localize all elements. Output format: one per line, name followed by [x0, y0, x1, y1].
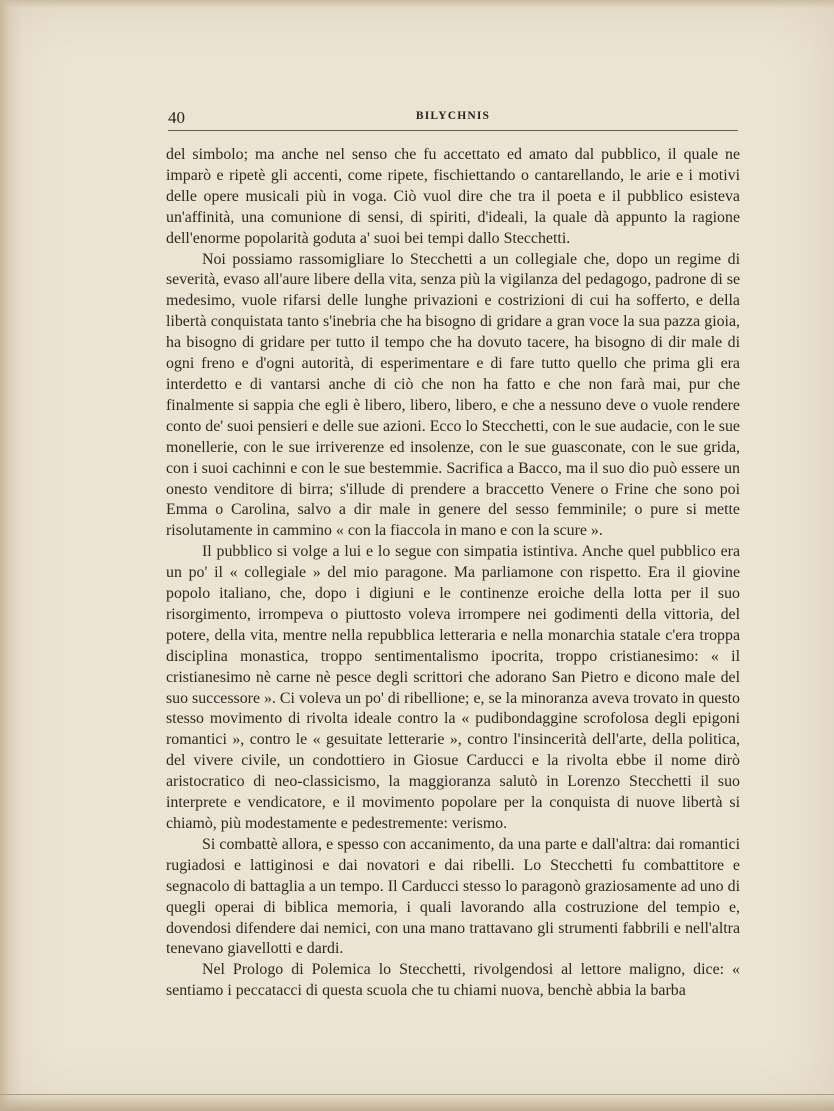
page-header	[168, 108, 738, 131]
paragraph-continued: del simbolo; ma anche nel senso che fu accettato ed amato dal pubblico, il quale ne imparò e ripetè gli accenti, come ripete, fischiettando o cantarellando, le arie e i motivi delle opere musicali più in voga. Ciò vuol dire che tra il poeta e il pubblico esisteva un'affinità, una comunione di sensi, di spiriti, d'ideali, la quale dà appunto la ragione dell'enorme popolarità goduta a' suoi bei tempi dallo Stecchetti.	[166, 146, 740, 247]
paragraph: Nel Prologo di Polemica lo Stecchetti, rivolgendosi al lettore maligno, dice: « sentiamo i peccatacci di questa scuola che tu chiami nuova, benchè abbia la barba	[166, 961, 740, 1000]
paragraph: Il pubblico si volge a lui e lo segue con simpatia istintiva. Anche quel pubblico era un po' il « collegiale » del mio paragone. Ma parliamone con rispetto. Era il giovine popolo italiano, che, dopo i digiuni e le continenze eroiche della lotta per il suo risorgimento, irrompeva o piuttosto voleva irrompere nei godimenti della vittoria, del potere, della vita, mentre nella repubblica letteraria e nella monarchia statale c'era troppa disciplina monastica, troppo sentimentalismo ipocrita, troppo cristianesimo: « il cristianesimo nè carne nè pesce degli scrittori che adorano San Pietro e dicono male del suo successore ». Ci voleva un po' di ribellione; e, se la minoranza aveva trovato in questo stesso movimento di rivolta ideale contro la « pudibondaggine scrofolosa degli epigoni romantici », contro le « gesuitate letterarie », contro l'insincerità dell'arte, della politica, del vivere civile, un condottiero in Giosue Carducci e la rivolta ebbe il nome dirò aristocratico di neo-classicismo, la maggioranza salutò in Lorenzo Stecchetti il suo interprete e vendicatore, e il movimento popolare per la conquista di nuove libertà si chiamò, più modestamente e pedestremente: verismo.	[166, 543, 740, 832]
paragraph: Si combattè allora, e spesso con accanimento, da una parte e dall'altra: dai romantici rugiadosi e lattiginosi e dai novatori e dai ribelli. Lo Stecchetti fu combattitore e segnacolo di battaglia a un tempo. Il Carducci stesso lo paragonò graziosamente ad uno di quegli operai di biblica memoria, i quali lavorando alla costruzione del tempio e, dovendosi difendere dai nemici, con una mano trattavano gli strumenti fabbrili e nell'altra tenevano giavellotti e dardi.	[166, 835, 740, 958]
running-head: BILYCHNIS	[415, 110, 491, 122]
page-binding-edge	[0, 0, 22, 1111]
body-text	[166, 145, 740, 1002]
page-number: 40	[168, 108, 185, 127]
page-bottom-edge	[0, 1094, 834, 1111]
page-top-edge	[0, 0, 834, 8]
paragraph: Noi possiamo rassomigliare lo Stecchetti a un collegiale che, dopo un regime di severità, evaso all'aure libere della vita, senza più la vigilanza del pedagogo, padrone di se medesimo, vuole rifarsi delle lunghe privazioni e costrizioni di cui ha sofferto, e della libertà conquistata tanto s'inebria che ha bisogno di gridare a gran voce la sua pazza gioia, ha bisogno di gridare per tutto il tempo che ha dovuto tacere, ha bisogno di dir male di ogni freno e d'ogni autorità, di esperimentare e di fare tutto quello che prima gli era interdetto e di vantarsi anche di ciò che non ha fatto e che non farà mai, pur che finalmente si sappia che egli è libero, libero, libero, e che a nessuno deve o vuole rendere conto de' suoi pensieri e delle sue azioni. Ecco lo Stecchetti, con le sue audacie, con le sue monellerie, con le sue irriverenze ed insolenze, con le sue guasconate, con le sue grida, con i suoi cachinni e con le sue bestemmie. Sacrifica a Bacco, ma il suo dio può essere un onesto venditore di birra; s'illude di prendere a braccetto Venere o Frine che sono poi Emma o Carolina, salvo a dir male in genere del sesso femminile; o pure si mette risolutamente in cammino « con la fiaccola in mano e con la scure ».	[166, 250, 740, 540]
